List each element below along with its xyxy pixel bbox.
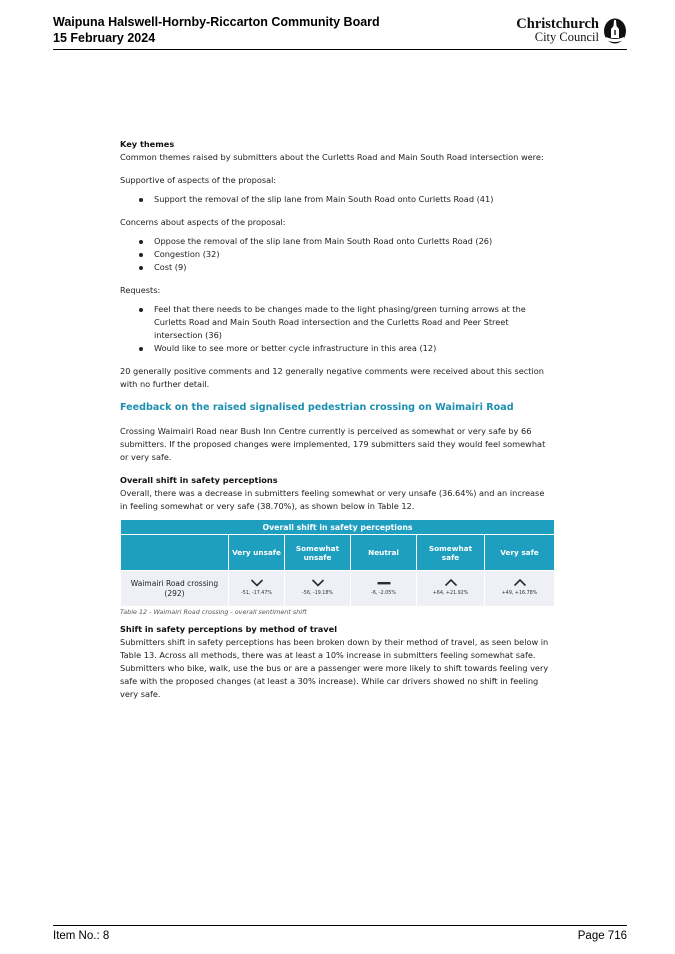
overall-shift-paragraph: Overall, there was a decrease in submitters feeling somewhat or very unsafe (36.64%) and an increase in feeling somewhat or very safe (38.70%), as shown below in Table 12. [120, 488, 545, 511]
list-item: Oppose the removal of the slip lane from Main South Road onto Curletts Road (26) [154, 235, 554, 248]
requests-list [120, 303, 554, 355]
column-header: Very unsafe [229, 535, 285, 571]
table-cell [285, 571, 351, 607]
key-themes-intro: Common themes raised by submitters about the Curletts Road and Main South Road intersection were: [120, 152, 544, 162]
cell-value: -56, -19.18% [302, 591, 333, 596]
chevron-up-icon [512, 577, 528, 589]
page-header [53, 14, 627, 50]
table-cell [229, 571, 285, 607]
dash-icon [376, 577, 392, 589]
supportive-label: Supportive of aspects of the proposal: [120, 175, 277, 185]
crossing-section-heading: Feedback on the raised signalised pedestrian crossing on Waimairi Road [120, 402, 514, 413]
table-caption: Table 12 - Waimairi Road crossing - overall sentiment shift [120, 608, 307, 616]
list-item: Congestion (32) [154, 248, 554, 261]
page-body [120, 138, 554, 701]
table-cell [485, 571, 555, 607]
logo-name: Christchurch [516, 15, 599, 32]
travel-shift-paragraph: Submitters shift in safety perceptions has been broken down by their method of travel, as seen below in Table 13. Across all methods, there was at least a 10% increase in submitters feeling somewhat safe. Submitters who bike, walk, use the bus or are a passenger were more likely to shift towards feeling very safe with the proposed changes (at least a 30% increase). While car drivers showed no shift in feeling very safe. [120, 637, 549, 699]
board-name: Waipuna Halswell-Hornby-Riccarton Community Board [53, 15, 380, 29]
key-themes-heading: Key themes [120, 139, 175, 149]
cell-value: -6, -2.05% [371, 591, 396, 596]
column-header: Somewhat unsafe [285, 535, 351, 571]
list-item: Cost (9) [154, 261, 554, 274]
safety-shift-table [120, 519, 555, 607]
row-label: Waimairi Road crossing (292) [121, 571, 229, 607]
chevron-up-icon [443, 577, 459, 589]
page-number: Page 716 [577, 930, 627, 942]
table-cell [351, 571, 417, 607]
column-header: Neutral [351, 535, 417, 571]
cell-value: -51, -17.47% [241, 591, 272, 596]
concerns-label: Concerns about aspects of the proposal: [120, 217, 286, 227]
key-themes-closing: 20 generally positive comments and 12 generally negative comments were received about this section with no further detail. [120, 366, 544, 389]
requests-label: Requests: [120, 285, 161, 295]
chevron-down-icon [310, 577, 326, 589]
council-logo [516, 15, 627, 45]
chevron-down-icon [249, 577, 265, 589]
list-item: Support the removal of the slip lane from Main South Road onto Curletts Road (41) [154, 193, 554, 206]
logo-subtitle: City Council [534, 29, 599, 44]
overall-shift-heading: Overall shift in safety perceptions [120, 475, 278, 485]
crossing-paragraph: Crossing Waimairi Road near Bush Inn Centre currently is perceived as somewhat or very safe by 66 submitters. If the proposed changes were implemented, 179 submitters said they would feel somewhat or very safe. [120, 426, 546, 462]
table-title: Overall shift in safety perceptions [121, 520, 555, 535]
list-item: Feel that there needs to be changes made to the light phasing/green turning arrows at the Curletts Road and Main South Road intersection and the Curletts Road and Peer Street intersection (36) [154, 303, 554, 342]
table-corner [121, 535, 229, 571]
concerns-list [120, 235, 554, 274]
table-row [121, 571, 555, 607]
column-header: Very safe [485, 535, 555, 571]
table-cell [417, 571, 485, 607]
travel-shift-heading: Shift in safety perceptions by method of travel [120, 624, 337, 634]
item-number: Item No.: 8 [53, 930, 110, 942]
column-header: Somewhat safe [417, 535, 485, 571]
list-item: Would like to see more or better cycle infrastructure in this area (12) [154, 342, 554, 355]
cell-value: +49, +16.78% [501, 591, 538, 596]
cathedral-logo-icon [603, 17, 627, 44]
page-footer [53, 925, 627, 943]
meeting-date: 15 February 2024 [53, 31, 156, 45]
cell-value: +64, +21.92% [432, 591, 469, 596]
supportive-list [120, 193, 554, 206]
